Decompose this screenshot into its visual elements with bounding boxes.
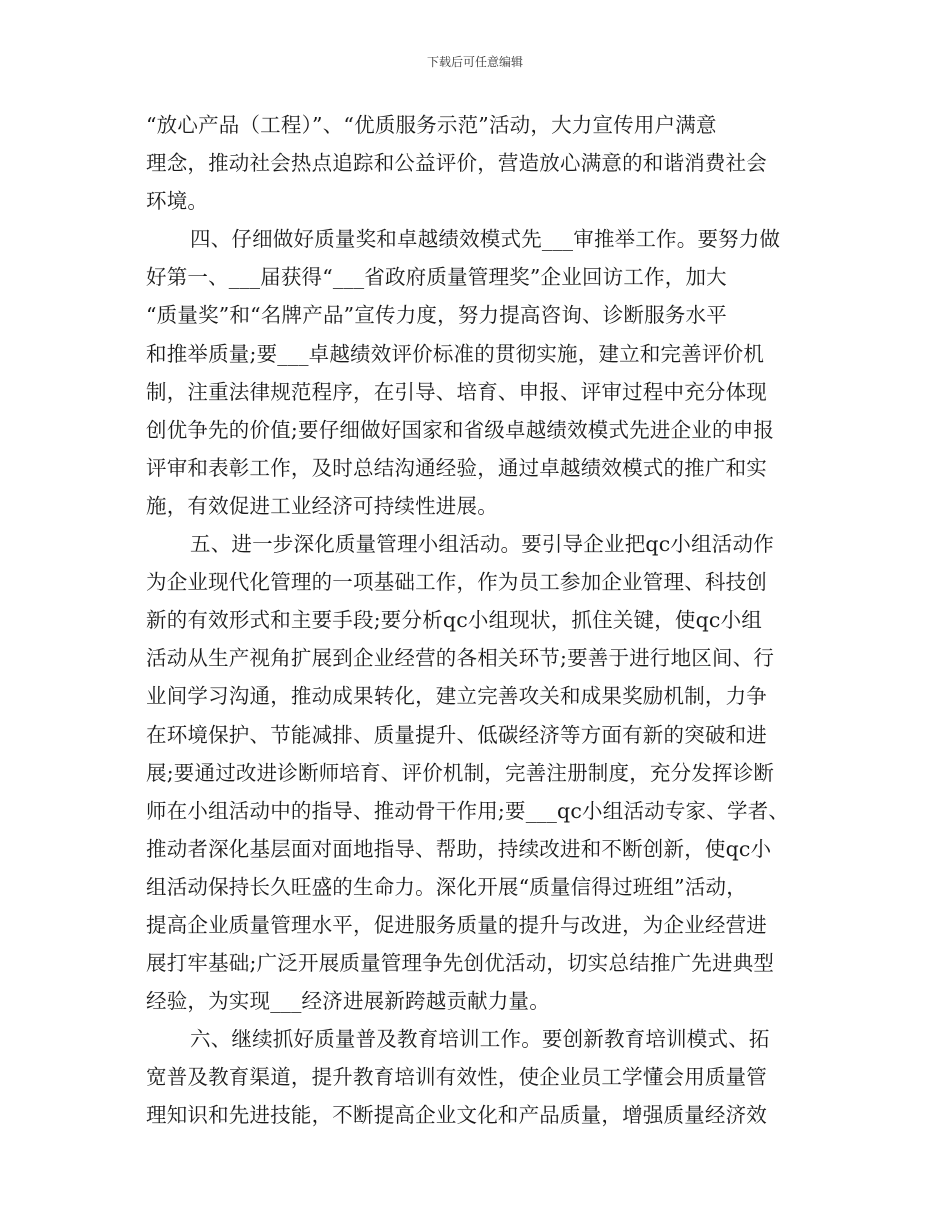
text-line: 推动者深化基层面对面地指导、帮助，持续改进和不断创新，使qc小 xyxy=(146,836,772,861)
text-line: 理知识和先进技能，不断提高企业文化和产品质量，增强质量经济效 xyxy=(146,1103,767,1128)
text-line: 在环境保护、节能减排、质量提升、低碳经济等方面有新的突破和进 xyxy=(146,722,767,747)
text-line: 创优争先的价值;要仔细做好国家和省级卓越绩效模式先进企业的申报 xyxy=(146,417,775,442)
text-line: 提高企业质量管理水平，促进服务质量的提升与改进，为企业经营进 xyxy=(146,912,767,937)
document-body xyxy=(146,106,818,1135)
text-line: 活动从生产视角扩展到企业经营的各相关环节;要善于进行地区间、行 xyxy=(146,646,775,671)
text-line: 理念，推动社会热点追踪和公益评价，营造放心满意的和谐消费社会 xyxy=(146,151,767,176)
text-line: 为企业现代化管理的一项基础工作，作为员工参加企业管理、科技创 xyxy=(146,570,767,595)
text-line: 制，注重法律规范程序，在引导、培育、申报、评审过程中充分体现 xyxy=(146,379,767,404)
text-line: 六、继续抓好质量普及教育培训工作。要创新教育培训模式、拓 xyxy=(190,1027,770,1052)
text-line: 业间学习沟通，推动成果转化，建立完善攻关和成果奖励机制，力争 xyxy=(146,684,767,709)
text-line: 宽普及教育渠道，提升教育培训有效性，使企业员工学懂会用质量管 xyxy=(146,1065,767,1090)
text-line: 经验，为实现___经济进展新跨越贡献力量。 xyxy=(146,989,550,1014)
page-header: 下载后可任意编辑 xyxy=(426,55,523,69)
text-line: 展;要通过改进诊断师培育、评价机制，完善注册制度，充分发挥诊断 xyxy=(146,760,775,785)
text-line: “放心产品（工程）”、“优质服务示范”活动，大力宣传用户满意 xyxy=(146,113,717,137)
text-line: 施，有效促进工业经济可持续性进展。 xyxy=(146,493,498,518)
text-line: 组活动保持长久旺盛的生命力。深化开展“质量信得过班组”活动， xyxy=(146,874,747,899)
text-line: 新的有效形式和主要手段;要分析qc小组现状，抓住关键，使qc小组 xyxy=(146,608,763,633)
text-line: 展打牢基础;广泛开展质量管理争先创优活动，切实总结推广先进典型 xyxy=(146,951,775,976)
text-line: 环境。 xyxy=(146,189,209,214)
text-line: 和推举质量;要___卓越绩效评价标准的贯彻实施，建立和完善评价机 xyxy=(146,341,765,366)
text-line: “质量奖”和“名牌产品”宣传力度，努力提高咨询、诊断服务水平 xyxy=(146,303,727,328)
text-line: 好第一、___届获得“___省政府质量管理奖”企业回访工作，加大 xyxy=(146,265,727,290)
text-line: 五、进一步深化质量管理小组活动。要引导企业把qc小组活动作 xyxy=(190,532,774,557)
text-line: 四、仔细做好质量奖和卓越绩效模式先___审推举工作。要努力做 xyxy=(190,227,781,252)
text-line: 评审和表彰工作，及时总结沟通经验，通过卓越绩效模式的推广和实 xyxy=(146,455,767,480)
text-line: 师在小组活动中的指导、推动骨干作用;要___qc小组活动专家、学者、 xyxy=(146,798,790,823)
